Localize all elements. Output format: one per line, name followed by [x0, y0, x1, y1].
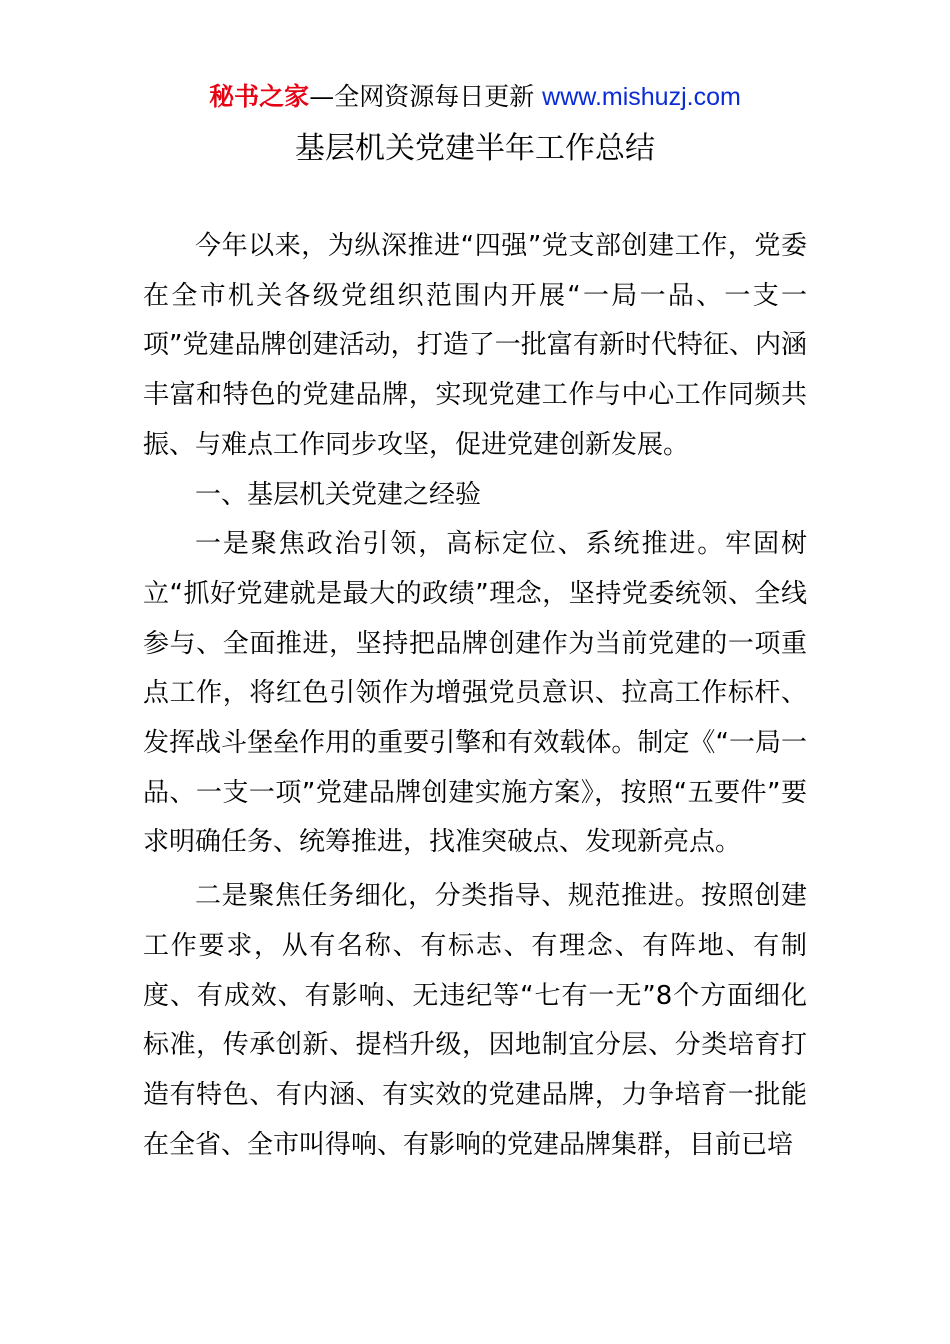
site-header — [0, 80, 950, 114]
paragraph-point-two: 二是聚焦任务细化，分类指导、规范推进。按照创建工作要求，从有名称、有标志、有理念、有阵地、有制度、有成效、有影响、无违纪等“七有一无”8个方面细化标准，传承创新、提档升级，因地制宜分层、分类培育打造有特色、有内涵、有实效的党建品牌，力争培育一批能在全省、全市叫得响、有影响的党建品牌集群，目前已培 — [143, 881, 807, 1160]
document-title: 基层机关党建半年工作总结 — [295, 131, 655, 166]
site-tagline: —全网资源每日更新 — [309, 82, 535, 111]
site-brand-name: 秘书之家 — [209, 82, 310, 111]
document-body — [143, 222, 807, 1170]
site-url-link[interactable]: www.mishuzj.com — [542, 83, 741, 111]
intro-paragraph: 今年以来，为纵深推进“四强”党支部创建工作，党委在全市机关各级党组织范围内开展“一局一品、一支一项”党建品牌创建活动，打造了一批富有新时代特征、内涵丰富和特色的党建品牌，实现党建工作与中心工作同频共振、与难点工作同步攻坚，促进党建创新发展。 — [143, 231, 807, 460]
paragraph-point-one: 一是聚焦政治引领，高标定位、系统推进。牢固树立“抓好党建就是最大的政绩”理念，坚持党委统领、全线参与、全面推进，坚持把品牌创建作为当前党建的一项重点工作，将红色引领作为增强党员意识、拉高工作标杆、发挥战斗堡垒作用的重要引擎和有效载体。制定《“一局一品、一支一项”党建品牌创建实施方案》，按照“五要件”要求明确任务、统筹推进，找准突破点、发现新亮点。 — [143, 529, 807, 858]
section-heading: 一、基层机关党建之经验 — [195, 479, 482, 510]
